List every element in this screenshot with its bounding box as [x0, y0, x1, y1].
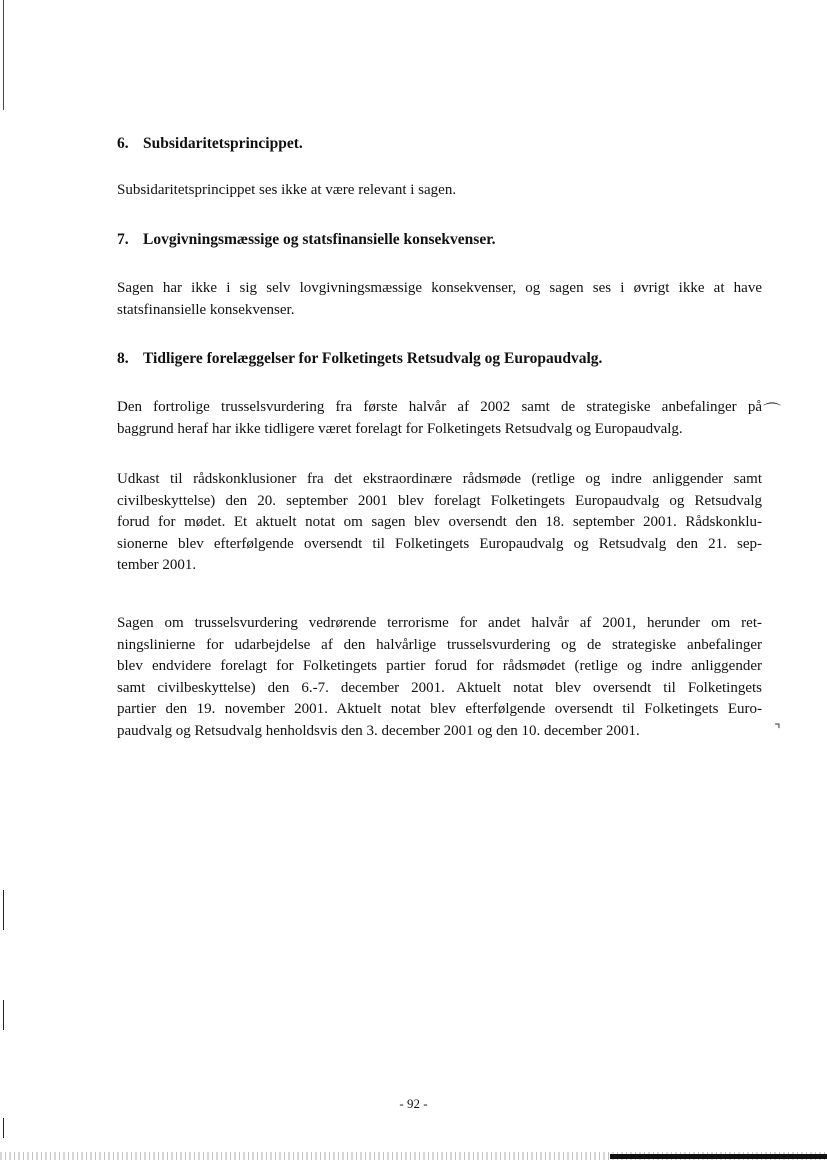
paragraph-line: sionerne blev efterfølgende oversendt til Folketingets Europaudvalg og Retsudvalg den 21. sep- [117, 535, 762, 552]
section-8-paragraph-2 [117, 469, 762, 577]
paragraph-line: civilbeskyttelse) den 20. september 2001 blev forelagt Folketingets Europaudvalg og Retsudvalg [117, 492, 762, 509]
scan-bottom-shadow [610, 1154, 827, 1159]
paragraph-line: blev endvidere forelagt for Folketingets partier forud for rådsmødet (retlige og indre anliggender [117, 658, 762, 674]
section-title: Tidligere forelæggelser for Folketingets Retsudvalg og Europaudvalg. [143, 350, 603, 367]
paragraph-line: Subsidaritetsprincippet ses ikke at være relevant i sagen. [117, 182, 457, 198]
section-7-heading [117, 230, 496, 250]
section-8-paragraph-3 [117, 613, 762, 742]
paragraph-line: partier den 19. november 2001. Aktuelt notat blev efterfølgende oversendt til Folketingets Euro- [117, 701, 762, 717]
section-title: Lovgivningsmæssige og statsfinansielle konsekvenser. [143, 231, 496, 248]
section-7-paragraph-1 [117, 278, 762, 321]
scan-edge-line [3, 1118, 4, 1138]
paragraph-line: paudvalg og Retsudvalg henholdsvis den 3. december 2001 og den 10. december 2001. [117, 722, 640, 739]
paragraph-line: baggrund heraf har ikke tidligere været forelagt for Folketingets Retsudvalg og Europaudvalg. [117, 420, 683, 437]
section-6-heading [117, 134, 303, 154]
section-number: 7. [117, 231, 129, 248]
section-title: Subsidaritetsprincippet. [143, 135, 303, 152]
paragraph-line: Udkast til rådskonklusioner fra det ekstraordinære rådsmøde (retlige og indre anliggender samt [117, 471, 762, 487]
paragraph-line: ningslinierne for udarbejdelse af den halvårlige trusselsvurdering og de strategiske anbefalinger [117, 636, 762, 653]
page-number: - 92 - [399, 1096, 428, 1111]
section-8-paragraph-1 [117, 397, 762, 440]
punch-hole-mark: ⌝ [774, 722, 781, 738]
paragraph-line: Sagen om trusselsvurdering vedrørende terrorisme for andet halvår af 2001, herunder om ret- [117, 615, 762, 631]
section-number: 8. [117, 350, 129, 367]
scan-edge-line [3, 0, 4, 110]
paragraph-line: samt civilbeskyttelse) den 6.-7. december 2001. Aktuelt notat blev oversendt til Folketingets [117, 679, 762, 696]
paragraph-line: tember 2001. [117, 557, 197, 573]
section-8-heading [117, 349, 602, 369]
section-number: 6. [117, 135, 129, 152]
paragraph-line: forud for mødet. Et aktuelt notat om sagen blev oversendt den 18. september 2001. Rådskonklu- [117, 514, 762, 530]
scan-edge-line [3, 1000, 4, 1030]
paragraph-line: Sagen har ikke i sig selv lovgivningsmæssige konsekvenser, og sagen ses i øvrigt ikke at have [117, 280, 762, 296]
paragraph-line: Den fortrolige trusselsvurdering fra første halvår af 2002 samt de strategiske anbefalinger på [117, 399, 762, 415]
scan-edge-line [3, 890, 4, 930]
punch-hole-mark: ⌒ [763, 402, 781, 423]
paragraph-line: statsfinansielle konsekvenser. [117, 301, 295, 318]
section-6-paragraph-1 [117, 180, 762, 202]
